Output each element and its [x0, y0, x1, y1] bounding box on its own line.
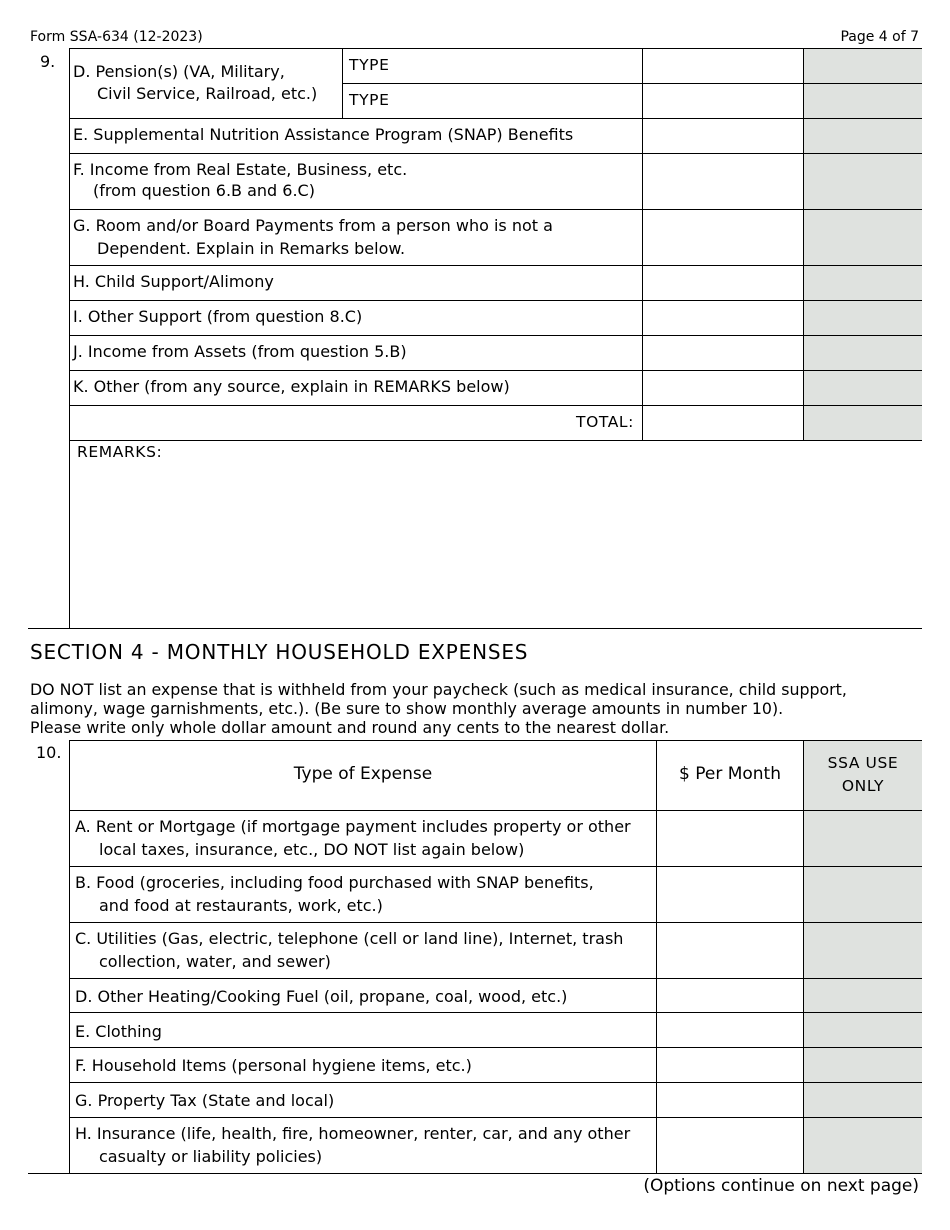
q9-ssa-use-column — [804, 49, 922, 440]
q10-header-amount: $ Per Month — [679, 764, 781, 784]
q9-real-estate-amount[interactable] — [643, 154, 803, 209]
q9-pension-type2-label: TYPE — [349, 91, 390, 109]
q9-total-label: TOTAL: — [576, 413, 634, 431]
q10-utilities-amount[interactable] — [657, 923, 803, 978]
q10-row-d: D. Other Heating/Cooking Fuel (oil, propane, coal, wood, etc.) — [75, 987, 568, 1006]
q9-pension-type1-amount[interactable] — [643, 49, 803, 83]
q10-row-c: C. Utilities (Gas, electric, telephone (cell or land line), Internet, trash collection, water, and sewer) — [75, 929, 624, 971]
q9-other-support-amount[interactable] — [643, 301, 803, 335]
q9-row-f: F. Income from Real Estate, Business, etc. (from question 6.B and 6.C) — [73, 160, 408, 200]
form-id: Form SSA-634 (12-2023) — [30, 29, 203, 45]
q9-row-j: J. Income from Assets (from question 5.B) — [73, 342, 407, 361]
q9-pension-label-line1: D. Pension(s) (VA, Military, — [73, 62, 285, 81]
q9-snap-amount[interactable] — [643, 119, 803, 153]
q9-number: 9. — [40, 52, 56, 71]
q10-rent-amount[interactable] — [657, 811, 803, 866]
q9-pension-type1-label: TYPE — [349, 56, 390, 74]
q10-row-h: H. Insurance (life, health, fire, homeowner, renter, car, and any other casualty or liability policies) — [75, 1124, 631, 1166]
q9-row-e: E. Supplemental Nutrition Assistance Program (SNAP) Benefits — [73, 125, 574, 144]
remarks-label: REMARKS: — [77, 443, 163, 461]
q9-pension-type2-amount[interactable] — [643, 84, 803, 118]
q10-property-tax-amount[interactable] — [657, 1083, 803, 1117]
q10-row-f: F. Household Items (personal hygiene items, etc.) — [75, 1056, 472, 1075]
q9-pension-label — [73, 61, 317, 105]
q10-household-amount[interactable] — [657, 1048, 803, 1082]
q10-ssa-use-column — [804, 741, 922, 1173]
q10-row-e: E. Clothing — [75, 1022, 162, 1041]
section4-intro: DO NOT list an expense that is withheld from your paycheck (such as medical insurance, child support, alimony, wage garnishments, etc.). (Be sure to show monthly average amounts in number 10). Please write only whole dollar amount and round any cents to the nearest dollar. — [30, 680, 847, 737]
page-number: Page 4 of 7 — [840, 29, 919, 45]
q9-child-support-amount[interactable] — [643, 266, 803, 300]
q9-row-k: K. Other (from any source, explain in REMARKS below) — [73, 377, 510, 396]
section4-title: SECTION 4 - MONTHLY HOUSEHOLD EXPENSES — [30, 640, 529, 664]
q9-total-amount[interactable] — [643, 406, 803, 440]
q9-assets-amount[interactable] — [643, 336, 803, 370]
continue-note: (Options continue on next page) — [643, 1176, 919, 1196]
q10-row-b: B. Food (groceries, including food purchased with SNAP benefits, and food at restaurants, work, etc.) — [75, 873, 594, 915]
q10-insurance-amount[interactable] — [657, 1118, 803, 1173]
q9-row-h: H. Child Support/Alimony — [73, 272, 274, 291]
q10-header-type: Type of Expense — [293, 764, 433, 784]
q10-number: 10. — [36, 743, 62, 762]
q9-pension-label-line2: Civil Service, Railroad, etc.) — [97, 84, 318, 103]
q9-other-amount[interactable] — [643, 371, 803, 405]
q10-clothing-amount[interactable] — [657, 1013, 803, 1047]
q10-row-g: G. Property Tax (State and local) — [75, 1091, 335, 1110]
q10-fuel-amount[interactable] — [657, 979, 803, 1012]
q10-row-a: A. Rent or Mortgage (if mortgage payment includes property or other local taxes, insurance, etc., DO NOT list again below) — [75, 817, 631, 859]
q10-header-ssa: SSA USE ONLY — [827, 754, 899, 795]
q10-food-amount[interactable] — [657, 867, 803, 922]
remarks-field[interactable] — [70, 465, 922, 627]
q9-row-g: G. Room and/or Board Payments from a person who is not a Dependent. Explain in Remarks below. — [73, 216, 553, 258]
q9-room-board-amount[interactable] — [643, 210, 803, 265]
q9-row-i: I. Other Support (from question 8.C) — [73, 307, 363, 326]
